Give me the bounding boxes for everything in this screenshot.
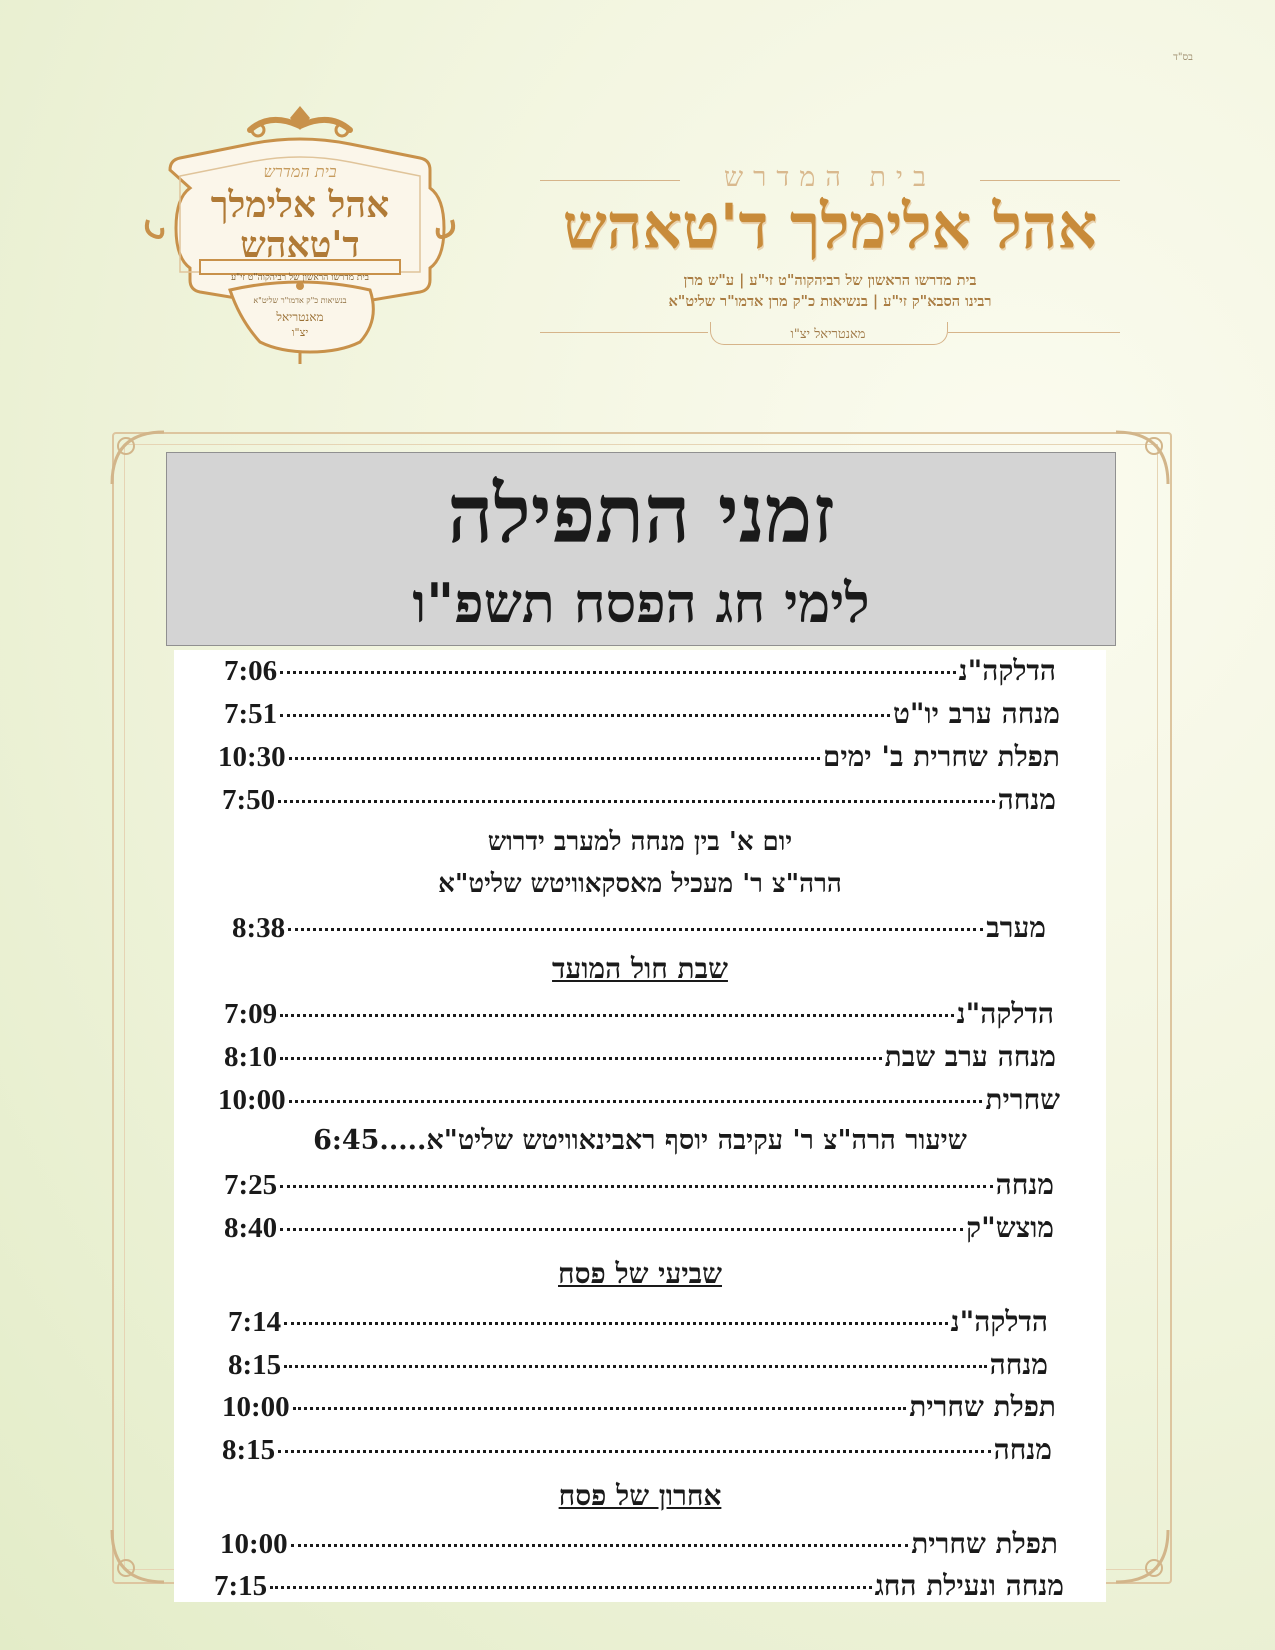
dot-leader <box>284 1322 947 1325</box>
header-rule2-right <box>948 332 1120 333</box>
row-time: 10:30 <box>218 741 286 773</box>
emblem-year: יצ"ו <box>291 326 309 339</box>
dot-leader <box>280 1014 953 1017</box>
header-line2: רבינו הסבא"ק זי"ע | בנשיאות כ"ק מרן אדמו"ר שליט"א <box>668 293 992 310</box>
shiur-line: שיעור הרה"צ ר' עקיבה יוסף ראבינאוויטש שליט"א.....6:45 <box>313 1125 967 1156</box>
header-rule2-left <box>540 332 708 333</box>
bsd-mark: בס"ד <box>1173 52 1193 63</box>
dot-leader <box>289 757 820 760</box>
row-label: תפלת שחרית <box>909 1390 1056 1423</box>
row-label: הדלקה"נ <box>958 654 1056 687</box>
schedule-row <box>224 697 1060 731</box>
header-subtitle: בית המדרש <box>723 162 937 193</box>
row-time: 7:14 <box>228 1306 282 1338</box>
row-time: 8:40 <box>224 1212 278 1244</box>
dot-leader <box>289 1100 983 1103</box>
frame-corner-bottom-right-icon <box>1106 1520 1176 1590</box>
row-time: 7:25 <box>224 1169 278 1201</box>
dot-leader <box>280 671 955 674</box>
emblem-small-text: בנשיאות כ"ק אדמו"ר שליט"א <box>253 296 347 305</box>
header-city: מאנטריאל יצ"ו <box>790 327 866 342</box>
row-label: שחרית <box>985 1083 1060 1116</box>
dot-leader <box>288 928 983 931</box>
schedule-row <box>222 1433 1052 1467</box>
row-time: 8:15 <box>222 1434 276 1466</box>
page-subtitle: לימי חג הפסח תשפ"ו <box>412 571 870 635</box>
row-time: 8:10 <box>224 1041 278 1073</box>
row-label: מערב <box>986 911 1046 944</box>
row-time: 8:38 <box>232 912 286 944</box>
frame-corner-top-right-icon <box>1106 424 1176 494</box>
schedule-row <box>220 1527 1058 1561</box>
dot-leader <box>280 714 890 717</box>
row-time: 7:06 <box>224 655 278 687</box>
emblem-city: מאנטריאל <box>276 310 324 324</box>
section-heading-text: שבת חול המועד <box>552 952 728 985</box>
row-time: 7:50 <box>222 784 276 816</box>
dot-leader <box>284 1365 986 1368</box>
emblem-name-line1: אהל אלימלך <box>210 184 390 226</box>
row-label: תפלת שחרית <box>911 1527 1058 1560</box>
section-heading-text: אחרון של פסח <box>558 1479 722 1512</box>
section-heading <box>174 951 1106 991</box>
row-label: תפלת שחרית ב' ימים <box>822 740 1060 773</box>
emblem-subtitle: בית מדרשו הראשון של רביהקוה"ט זי"ע <box>230 273 370 283</box>
row-label: מנחה ונעילת החג <box>874 1569 1064 1602</box>
dot-leader <box>278 800 994 803</box>
row-label: מוצש"ק <box>966 1211 1054 1244</box>
schedule-note: יום א' בין מנחה למערב ידרוש <box>487 827 793 857</box>
schedule-row <box>224 1211 1054 1245</box>
section-heading <box>174 1478 1106 1518</box>
emblem-logo <box>140 100 460 390</box>
schedule-row <box>222 783 1056 817</box>
schedule-row <box>224 1040 1056 1074</box>
emblem-name-line2: ד'טאהש <box>240 224 360 266</box>
schedule-row <box>218 1083 1060 1117</box>
schedule-row <box>218 740 1060 774</box>
page-title: זמני התפילה <box>447 467 835 561</box>
dot-leader <box>293 1407 907 1410</box>
schedule-row <box>222 1390 1056 1424</box>
dot-leader <box>291 1544 909 1547</box>
title-box <box>166 452 1116 646</box>
schedule-row <box>228 1348 1048 1382</box>
frame-corner-bottom-left-icon <box>104 1520 174 1590</box>
dot-leader <box>278 1450 990 1453</box>
schedule-row <box>224 1168 1054 1202</box>
row-label: מנחה ערב יו"ט <box>893 697 1060 730</box>
section-heading <box>174 1256 1106 1296</box>
schedule-row <box>214 1569 1064 1603</box>
schedule-note: הרה"צ ר' מעכיל מאסקאוויטש שליט"א <box>438 869 842 899</box>
row-label: מנחה <box>993 1433 1052 1466</box>
schedule-row <box>224 654 1056 688</box>
row-label: הדלקה"נ <box>950 1305 1048 1338</box>
row-label: מנחה ערב שבת <box>884 1040 1056 1073</box>
emblem-top-text: בית המדרש <box>263 162 337 181</box>
dot-leader <box>280 1057 881 1060</box>
row-label: מנחה <box>995 1168 1054 1201</box>
section-heading-text: שביעי של פסח <box>558 1257 722 1290</box>
row-time: 10:00 <box>220 1528 288 1560</box>
schedule-row <box>228 1305 1048 1339</box>
header-title: אהל אלימלך ד'טאהש <box>562 190 1098 263</box>
row-label: מנחה <box>989 1348 1048 1381</box>
dot-leader <box>270 1586 871 1589</box>
row-time: 7:15 <box>214 1570 268 1602</box>
row-time: 7:51 <box>224 698 278 730</box>
row-time: 10:00 <box>222 1391 290 1423</box>
dot-leader <box>280 1228 963 1231</box>
row-time: 10:00 <box>218 1084 286 1116</box>
row-label: הדלקה"נ <box>956 997 1054 1030</box>
header-line1: בית מדרשו הראשון של רביהקוה"ט זי"ע | ע"ש מרן <box>683 272 977 289</box>
row-time: 7:09 <box>224 998 278 1030</box>
schedule-row <box>232 911 1046 945</box>
row-time: 8:15 <box>228 1349 282 1381</box>
schedule-row <box>224 997 1054 1031</box>
row-label: מנחה <box>997 783 1056 816</box>
dot-leader <box>280 1185 992 1188</box>
frame-corner-top-left-icon <box>104 424 174 494</box>
